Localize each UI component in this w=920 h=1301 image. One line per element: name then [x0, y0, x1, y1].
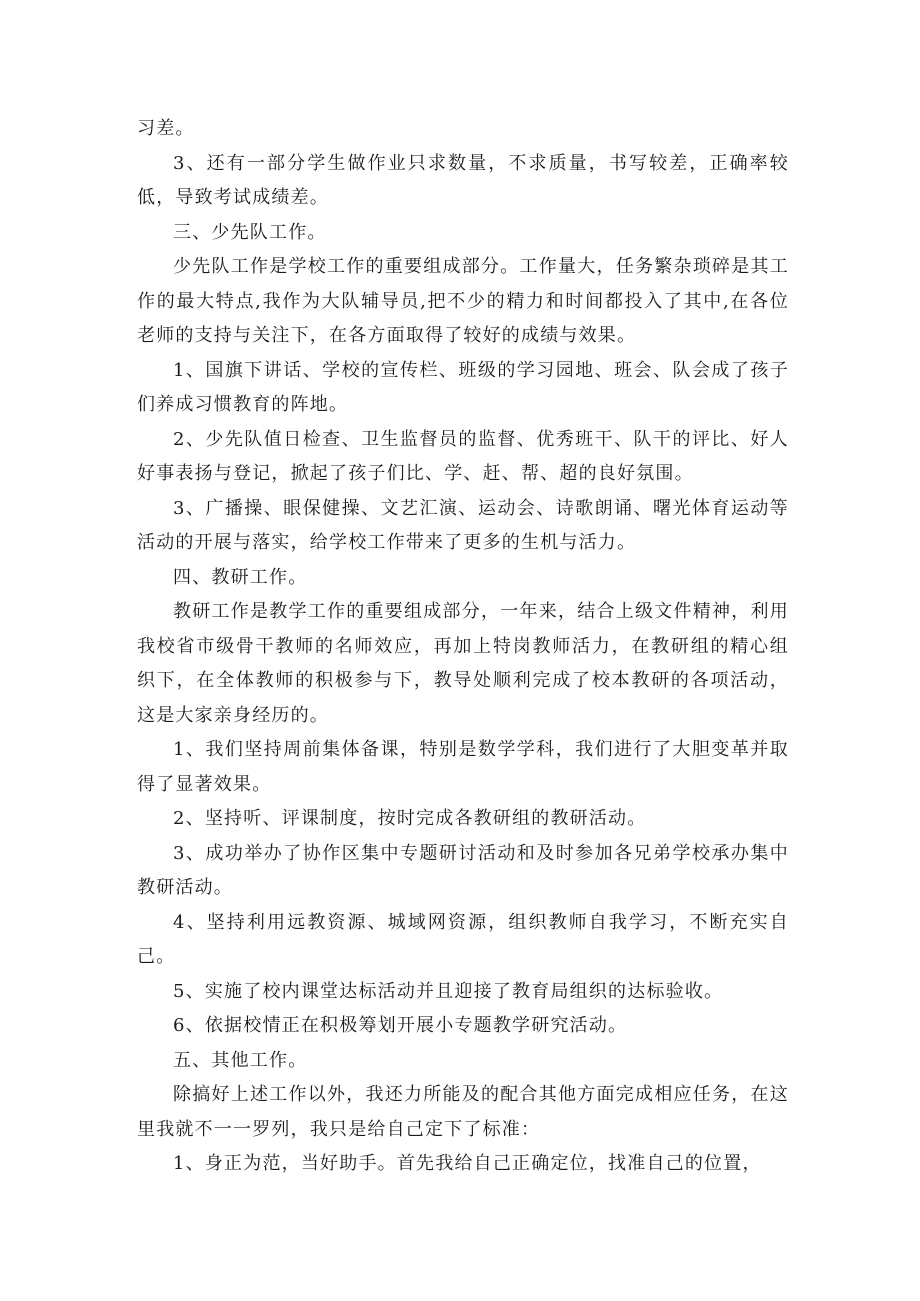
- paragraph-other-work-intro: 除搞好上述工作以外，我还力所能及的配合其他方面完成相应任务，在这里我就不一一罗列，我只是给自己定下了标准：: [137, 1084, 789, 1140]
- paragraph-research-item-3: 3、成功举办了协作区集中专题研讨活动和及时参加各兄弟学校承办集中教研活动。: [137, 842, 789, 898]
- paragraph-research-item-6: 6、依据校情正在积极筹划开展小专题教学研究活动。: [173, 1015, 628, 1036]
- paragraph-research-item-1: 1、我们坚持周前集体备课，特别是数学学科，我们进行了大胆变革并取得了显著效果。: [137, 739, 789, 795]
- paragraph-research-item-4: 4、坚持利用远教资源、城域网资源，组织教师自我学习，不断充实自己。: [137, 911, 789, 967]
- document-page: [137, 112, 789, 1182]
- section-heading-other-work: 五、其他工作。: [173, 1049, 308, 1071]
- paragraph-young-pioneers-item-2: 2、少先队值日检查、卫生监督员的监督、优秀班干、队干的评比、好人好事表扬与登记，掀起了孩子们比、学、赶、帮、超的良好氛围。: [137, 428, 789, 484]
- paragraph-research-item-2: 2、坚持听、评课制度，按时完成各教研组的教研活动。: [173, 808, 647, 829]
- paragraph-other-work-item-1: 1、身正为范，当好助手。首先我给自己正确定位，找准自己的位置，: [173, 1153, 762, 1174]
- paragraph-item-3-homework: 3、还有一部分学生做作业只求数量，不求质量，书写较差，正确率较低，导致考试成绩差。: [137, 152, 789, 208]
- paragraph-young-pioneers-item-1: 1、国旗下讲话、学校的宣传栏、班级的学习园地、班会、队会成了孩子们养成习惯教育的阵地。: [137, 359, 789, 415]
- paragraph-continuation: 习差。: [137, 118, 195, 139]
- paragraph-young-pioneers-item-3: 3、广播操、眼保健操、文艺汇演、运动会、诗歌朗诵、曙光体育运动等活动的开展与落实，给学校工作带来了更多的生机与活力。: [137, 497, 789, 553]
- paragraph-research-item-5: 5、实施了校内课堂达标活动并且迎接了教育局组织的达标验收。: [173, 980, 724, 1002]
- paragraph-teaching-research-intro: 教研工作是教学工作的重要组成部分，一年来，结合上级文件精神，利用我校省市级骨干教师的名师效应，再加上特岗教师活力，在教研组的精心组织下，在全体教师的积极参与下，教导处顺利完成了校本教研的各项活动，这是大家亲身经历的。: [137, 601, 789, 726]
- paragraph-young-pioneers-intro: 少先队工作是学校工作的重要组成部分。工作量大，任务繁杂琐碎是其工作的最大特点,我作为大队辅导员,把不少的精力和时间都投入了其中,在各位老师的支持与关注下，在各方面取得了较好的成绩与效果。: [137, 256, 789, 346]
- section-heading-young-pioneers: 三、少先队工作。: [173, 221, 327, 243]
- section-heading-teaching-research: 四、教研工作。: [173, 566, 308, 588]
